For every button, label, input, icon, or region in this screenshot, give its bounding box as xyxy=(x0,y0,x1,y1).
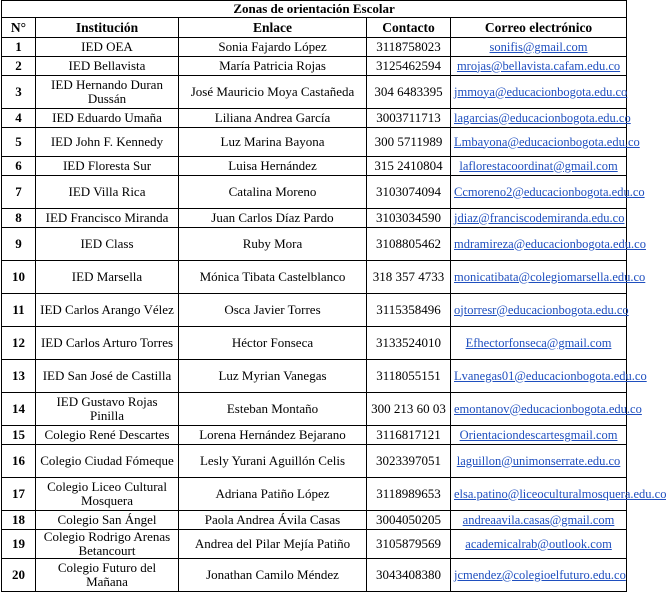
row-number: 1 xyxy=(2,38,36,57)
email-link[interactable]: monicatibata@colegiomarsella.edu.co xyxy=(451,261,627,294)
contact-cell: 318 357 4733 xyxy=(367,261,451,294)
institution-cell: IED Floresta Sur xyxy=(36,157,179,176)
email-link[interactable]: emontanov@educacionbogota.edu.co xyxy=(451,393,627,426)
email-link[interactable]: sonifis@gmail.com xyxy=(451,38,627,57)
contact-cell: 315 2410804 xyxy=(367,157,451,176)
row-number: 5 xyxy=(2,128,36,157)
row-number: 3 xyxy=(2,76,36,109)
liaison-cell: Jonathan Camilo Méndez xyxy=(179,559,367,592)
table-row xyxy=(2,426,627,445)
liaison-cell: Héctor Fonseca xyxy=(179,327,367,360)
row-number: 15 xyxy=(2,426,36,445)
row-number: 14 xyxy=(2,393,36,426)
contact-cell: 304 6483395 xyxy=(367,76,451,109)
liaison-cell: Sonia Fajardo López xyxy=(179,38,367,57)
table-body xyxy=(2,38,666,592)
liaison-cell: Paola Andrea Ávila Casas xyxy=(179,511,367,530)
table-row xyxy=(2,57,627,76)
table-row xyxy=(2,109,627,128)
table-row xyxy=(2,157,627,176)
institution-cell: IED Class xyxy=(36,228,179,261)
liaison-cell: Catalina Moreno xyxy=(179,176,367,209)
email-link[interactable]: andreaavila.casas@gmail.com xyxy=(451,511,627,530)
table-row xyxy=(2,360,627,393)
row-number: 19 xyxy=(2,530,36,559)
contact-cell: 3043408380 xyxy=(367,559,451,592)
email-link[interactable]: jmmoya@educacionbogota.edu.co xyxy=(451,76,627,109)
email-link[interactable]: mrojas@bellavista.cafam.edu.co xyxy=(451,57,627,76)
row-number: 6 xyxy=(2,157,36,176)
table-row xyxy=(2,445,627,478)
institution-cell: IED Marsella xyxy=(36,261,179,294)
contact-cell: 3103074094 xyxy=(367,176,451,209)
institution-cell: IED Francisco Miranda xyxy=(36,209,179,228)
liaison-cell: Luz Marina Bayona xyxy=(179,128,367,157)
header-institution: Institución xyxy=(36,18,179,38)
row-number: 4 xyxy=(2,109,36,128)
institution-cell: IED OEA xyxy=(36,38,179,57)
email-link[interactable]: jdiaz@franciscodemiranda.edu.co xyxy=(451,209,627,228)
row-number: 20 xyxy=(2,559,36,592)
email-link[interactable]: academicalrab@outlook.com xyxy=(451,530,627,559)
email-link[interactable]: lagarcias@educacionbogota.edu.co xyxy=(451,109,627,128)
table-row xyxy=(2,209,627,228)
contact-cell: 300 5711989 xyxy=(367,128,451,157)
institution-cell: IED Villa Rica xyxy=(36,176,179,209)
email-link[interactable]: Ccmoreno2@educacionbogota.edu.co xyxy=(451,176,627,209)
row-number: 8 xyxy=(2,209,36,228)
table-title: Zonas de orientación Escolar xyxy=(2,1,627,18)
email-link[interactable]: Efhectorfonseca@gmail.com xyxy=(451,327,627,360)
contact-cell: 3108805462 xyxy=(367,228,451,261)
table-row xyxy=(2,559,627,592)
contact-cell: 3116817121 xyxy=(367,426,451,445)
row-number: 10 xyxy=(2,261,36,294)
liaison-cell: Adriana Patiño López xyxy=(179,478,367,511)
contact-cell: 3003711713 xyxy=(367,109,451,128)
liaison-cell: Osca Javier Torres xyxy=(179,294,367,327)
liaison-cell: José Mauricio Moya Castañeda xyxy=(179,76,367,109)
liaison-cell: Lesly Yurani Aguillón Celis xyxy=(179,445,367,478)
header-contact: Contacto xyxy=(367,18,451,38)
row-number: 7 xyxy=(2,176,36,209)
contact-cell: 3118989653 xyxy=(367,478,451,511)
row-number: 9 xyxy=(2,228,36,261)
email-link[interactable]: Lmbayona@educacionbogota.edu.co xyxy=(451,128,627,157)
liaison-cell: Esteban Montaño xyxy=(179,393,367,426)
table-row xyxy=(2,38,627,57)
row-number: 13 xyxy=(2,360,36,393)
row-number: 11 xyxy=(2,294,36,327)
liaison-cell: Mónica Tibata Castelblanco xyxy=(179,261,367,294)
institution-cell: IED John F. Kennedy xyxy=(36,128,179,157)
email-link[interactable]: Orientaciondescartesgmail.com xyxy=(451,426,627,445)
email-link[interactable]: elsa.patino@liceoculturalmosquera.edu.co xyxy=(451,478,627,511)
row-number: 17 xyxy=(2,478,36,511)
contact-cell: 300 213 60 03 xyxy=(367,393,451,426)
institution-cell: Colegio René Descartes xyxy=(36,426,179,445)
liaison-cell: Lorena Hernández Bejarano xyxy=(179,426,367,445)
liaison-cell: Luz Myrian Vanegas xyxy=(179,360,367,393)
contact-cell: 3105879569 xyxy=(367,530,451,559)
table-row xyxy=(2,327,627,360)
liaison-cell: Andrea del Pilar Mejía Patiño xyxy=(179,530,367,559)
row-number: 16 xyxy=(2,445,36,478)
institution-cell: Colegio Liceo Cultural Mosquera xyxy=(36,478,179,511)
contact-cell: 3125462594 xyxy=(367,57,451,76)
table-row xyxy=(2,176,627,209)
table-row xyxy=(2,393,627,426)
institution-cell: Colegio Ciudad Fómeque xyxy=(36,445,179,478)
liaison-cell: Luisa Hernández xyxy=(179,157,367,176)
header-number: N° xyxy=(2,18,36,38)
table-row xyxy=(2,511,627,530)
liaison-cell: Juan Carlos Díaz Pardo xyxy=(179,209,367,228)
table-row xyxy=(2,294,627,327)
email-link[interactable]: laflorestacoordinat@gmail.com xyxy=(451,157,627,176)
row-number: 2 xyxy=(2,57,36,76)
header-liaison: Enlace xyxy=(179,18,367,38)
institution-cell: IED Carlos Arango Vélez xyxy=(36,294,179,327)
institution-cell: IED Hernando Duran Dussán xyxy=(36,76,179,109)
liaison-cell: Liliana Andrea García xyxy=(179,109,367,128)
liaison-cell: Ruby Mora xyxy=(179,228,367,261)
contact-cell: 3115358496 xyxy=(367,294,451,327)
orientation-zones-table xyxy=(1,0,666,592)
table-row xyxy=(2,530,627,559)
table-row xyxy=(2,228,627,261)
institution-cell: IED Gustavo Rojas Pinilla xyxy=(36,393,179,426)
table-row xyxy=(2,478,627,511)
institution-cell: Colegio Futuro del Mañana xyxy=(36,559,179,592)
email-link[interactable]: laguillon@unimonserrate.edu.co xyxy=(451,445,627,478)
institution-cell: IED Carlos Arturo Torres xyxy=(36,327,179,360)
institution-cell: Colegio San Ángel xyxy=(36,511,179,530)
email-link[interactable]: mdramireza@educacionbogota.edu.co xyxy=(451,228,627,261)
institution-cell: IED San José de Castilla xyxy=(36,360,179,393)
email-link[interactable]: jcmendez@colegioelfuturo.edu.co xyxy=(451,559,627,592)
institution-cell: IED Eduardo Umaña xyxy=(36,109,179,128)
email-link[interactable]: Lvanegas01@educacionbogota.edu.co xyxy=(451,360,627,393)
institution-cell: Colegio Rodrigo Arenas Betancourt xyxy=(36,530,179,559)
row-number: 18 xyxy=(2,511,36,530)
header-email: Correo electrónico xyxy=(451,18,627,38)
table-row xyxy=(2,128,627,157)
contact-cell: 3004050205 xyxy=(367,511,451,530)
contact-cell: 3118758023 xyxy=(367,38,451,57)
contact-cell: 3023397051 xyxy=(367,445,451,478)
email-link[interactable]: ojtorresr@educacionbogota.edu.co xyxy=(451,294,627,327)
institution-cell: IED Bellavista xyxy=(36,57,179,76)
row-number: 12 xyxy=(2,327,36,360)
contact-cell: 3103034590 xyxy=(367,209,451,228)
contact-cell: 3118055151 xyxy=(367,360,451,393)
table-row xyxy=(2,76,627,109)
liaison-cell: María Patricia Rojas xyxy=(179,57,367,76)
table-row xyxy=(2,261,627,294)
contact-cell: 3133524010 xyxy=(367,327,451,360)
